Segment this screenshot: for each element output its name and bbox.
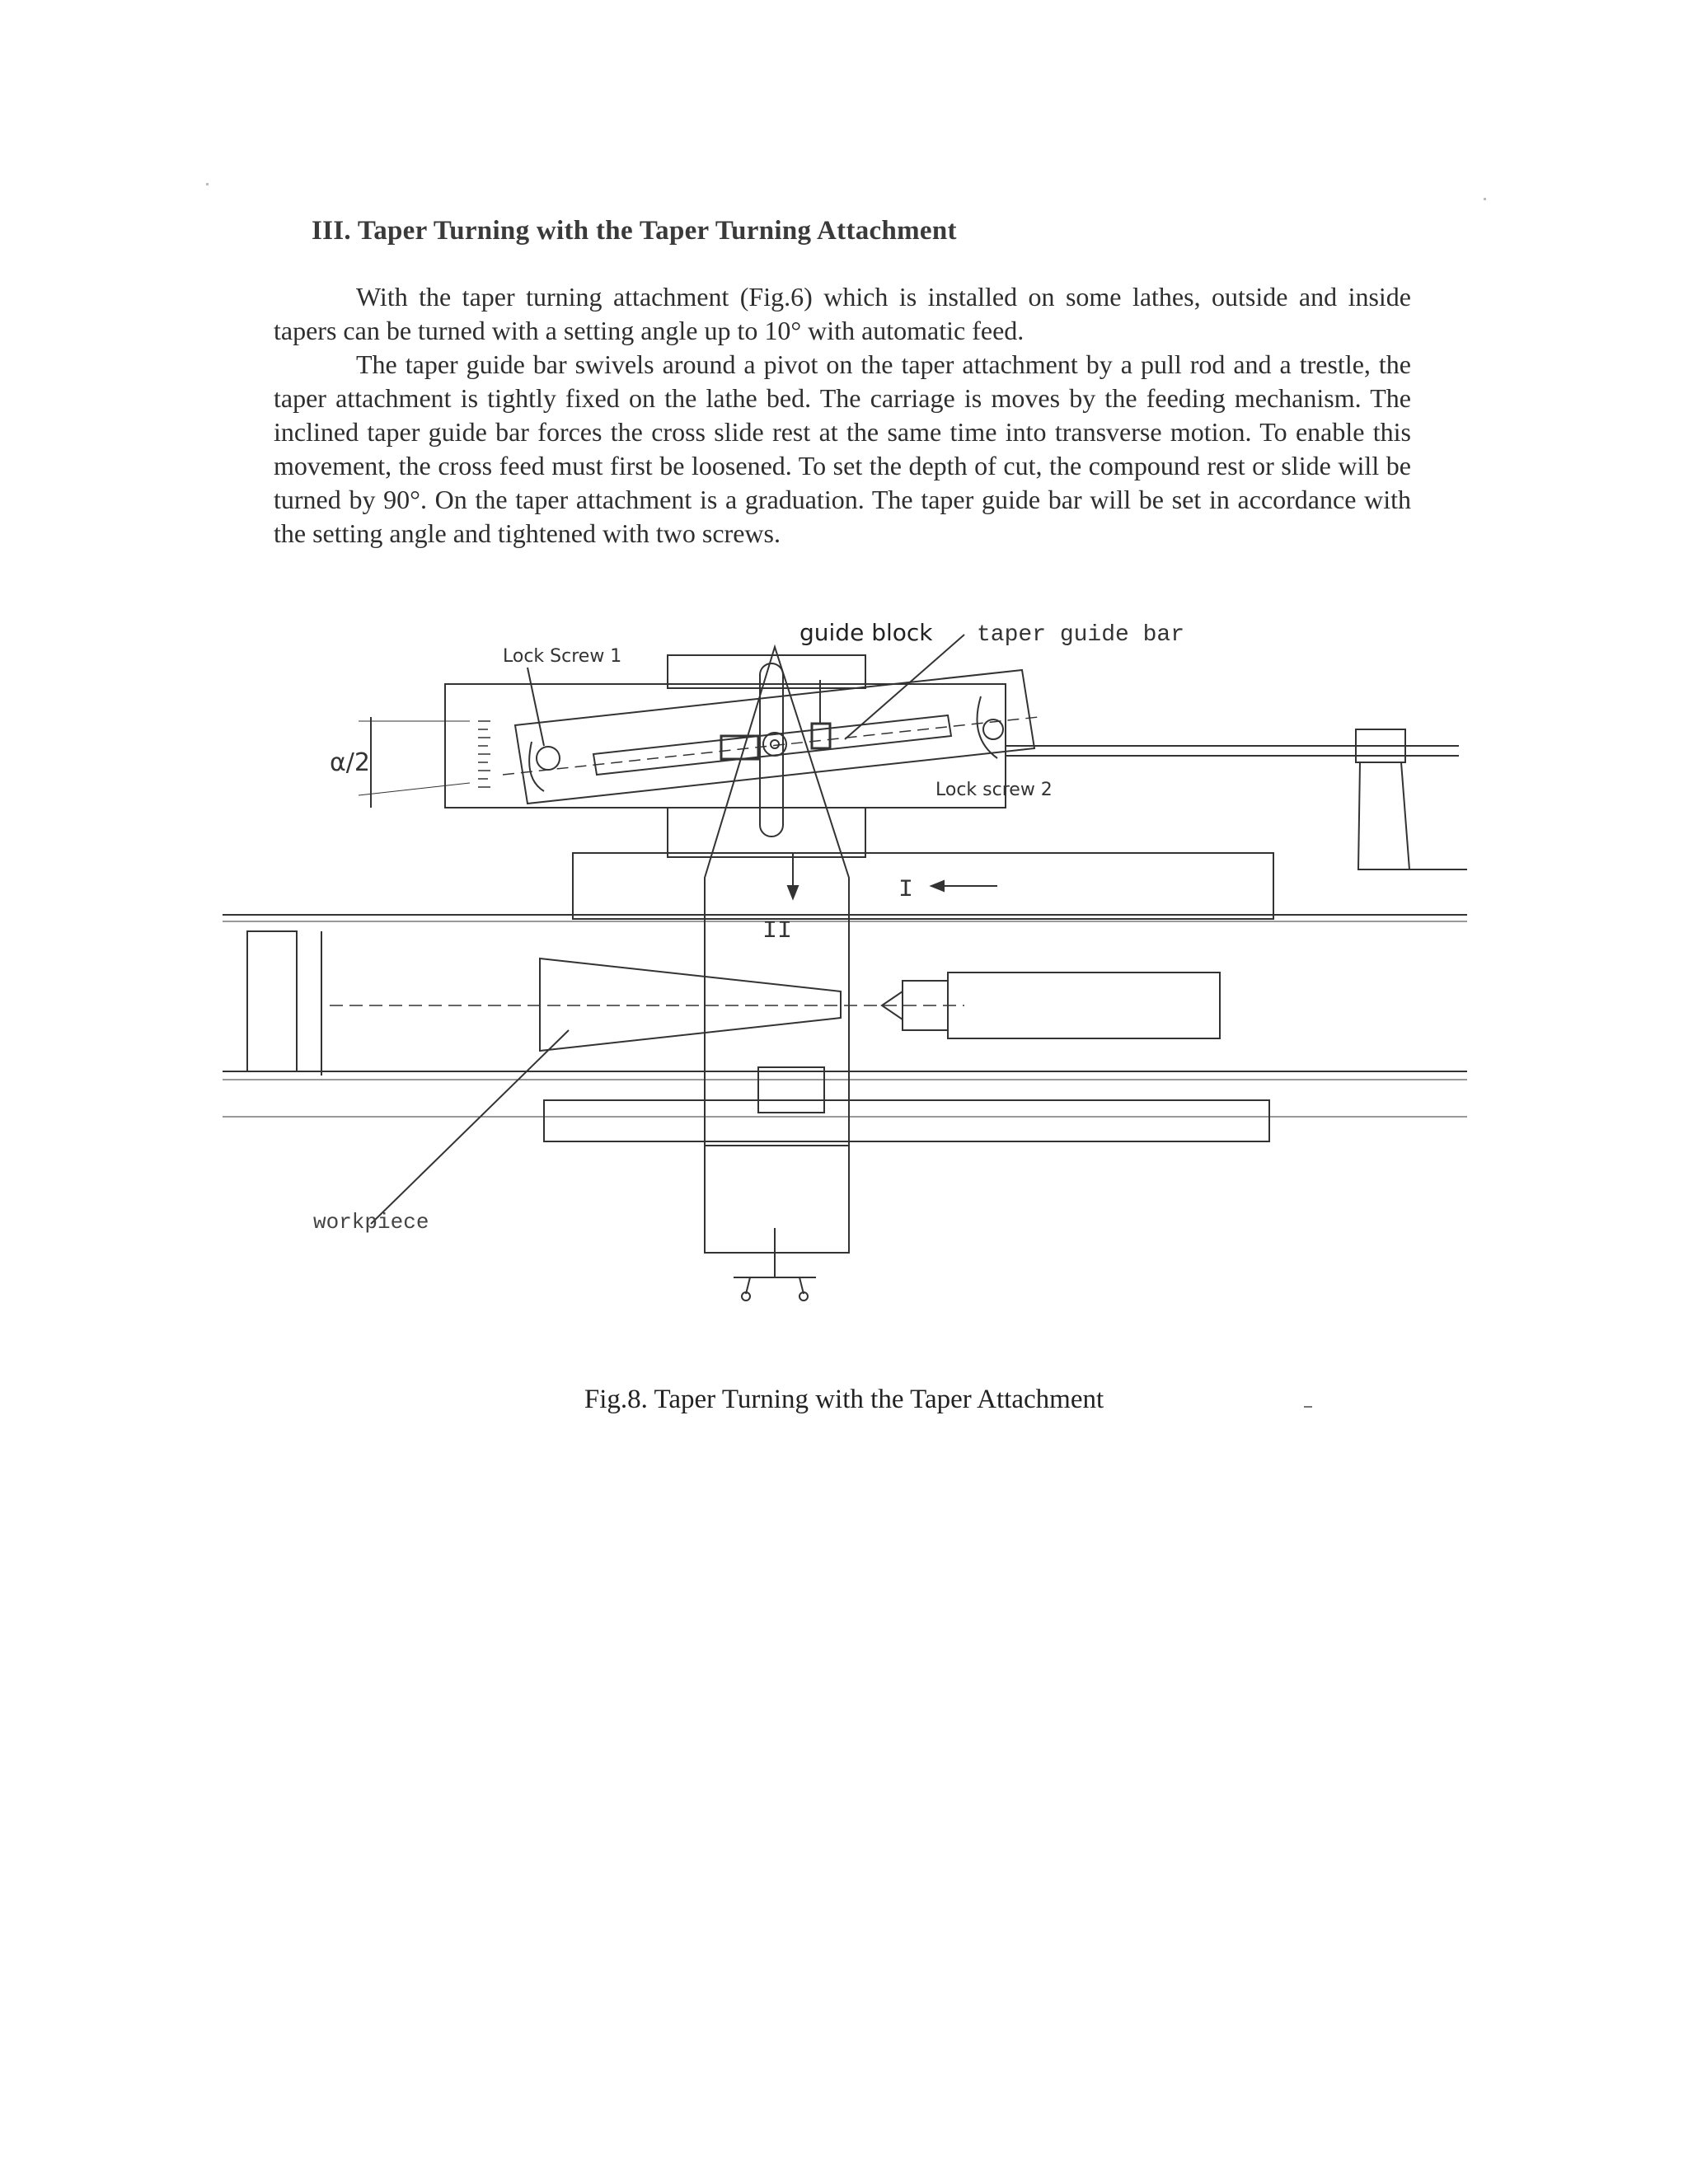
lead-screw xyxy=(544,1100,1269,1141)
slot xyxy=(760,663,783,837)
tailstock xyxy=(948,972,1220,1038)
tool-post xyxy=(758,1067,824,1113)
label-taper-guide-bar: taper guide bar xyxy=(977,622,1185,648)
speck xyxy=(1484,198,1486,200)
handwheel xyxy=(734,1277,816,1301)
taper-guide-bar xyxy=(593,715,951,775)
label-angle: α/2 xyxy=(330,748,370,777)
guide-block xyxy=(812,724,830,748)
label-lock-screw-2: Lock screw 2 xyxy=(935,780,1053,800)
workpiece xyxy=(540,958,841,1051)
trestle xyxy=(1358,762,1409,869)
apron xyxy=(573,853,1273,919)
label-motion-2: II xyxy=(762,917,793,945)
body-text xyxy=(274,280,1411,551)
paragraph-1: With the taper turning attachment (Fig.6) which is installed on some lathes, outside and inside tapers can be turned with a setting angle up to 10° with automatic feed. xyxy=(274,282,1411,345)
lathe-diagram xyxy=(206,606,1475,1347)
taper-attachment-figure xyxy=(206,606,1475,1347)
headstock xyxy=(247,931,297,1071)
lock-screw-1 xyxy=(537,747,560,770)
paragraph-2: The taper guide bar swivels around a pivot on the taper attachment by a pull rod and a trestle, the taper attachment is tightly fixed on the lathe bed. The carriage is moves by the feeding mechanism. The inclined taper guide bar forces the cross slide rest at the same time into transverse motion. To enable this movement, the cross feed must first be loosened. To set the depth of cut, the compound rest or slide will be turned by 90°. On the taper attachment is a graduation. The taper guide bar will be set in accordance with the setting angle and tightened with two screws. xyxy=(274,349,1411,548)
graduation-scale xyxy=(478,721,490,787)
figure-caption: Fig.8. Taper Turning with the Taper Attachment xyxy=(584,1385,1104,1414)
label-lock-screw-1: Lock Screw 1 xyxy=(503,646,622,667)
speck xyxy=(206,183,209,185)
label-guide-block: guide block xyxy=(799,619,933,646)
section-heading: III. Taper Turning with the Taper Turning Attachment xyxy=(312,216,957,246)
label-motion-1: I xyxy=(898,876,914,904)
label-workpiece: workpiece xyxy=(313,1210,429,1235)
stray-mark xyxy=(1304,1406,1312,1408)
